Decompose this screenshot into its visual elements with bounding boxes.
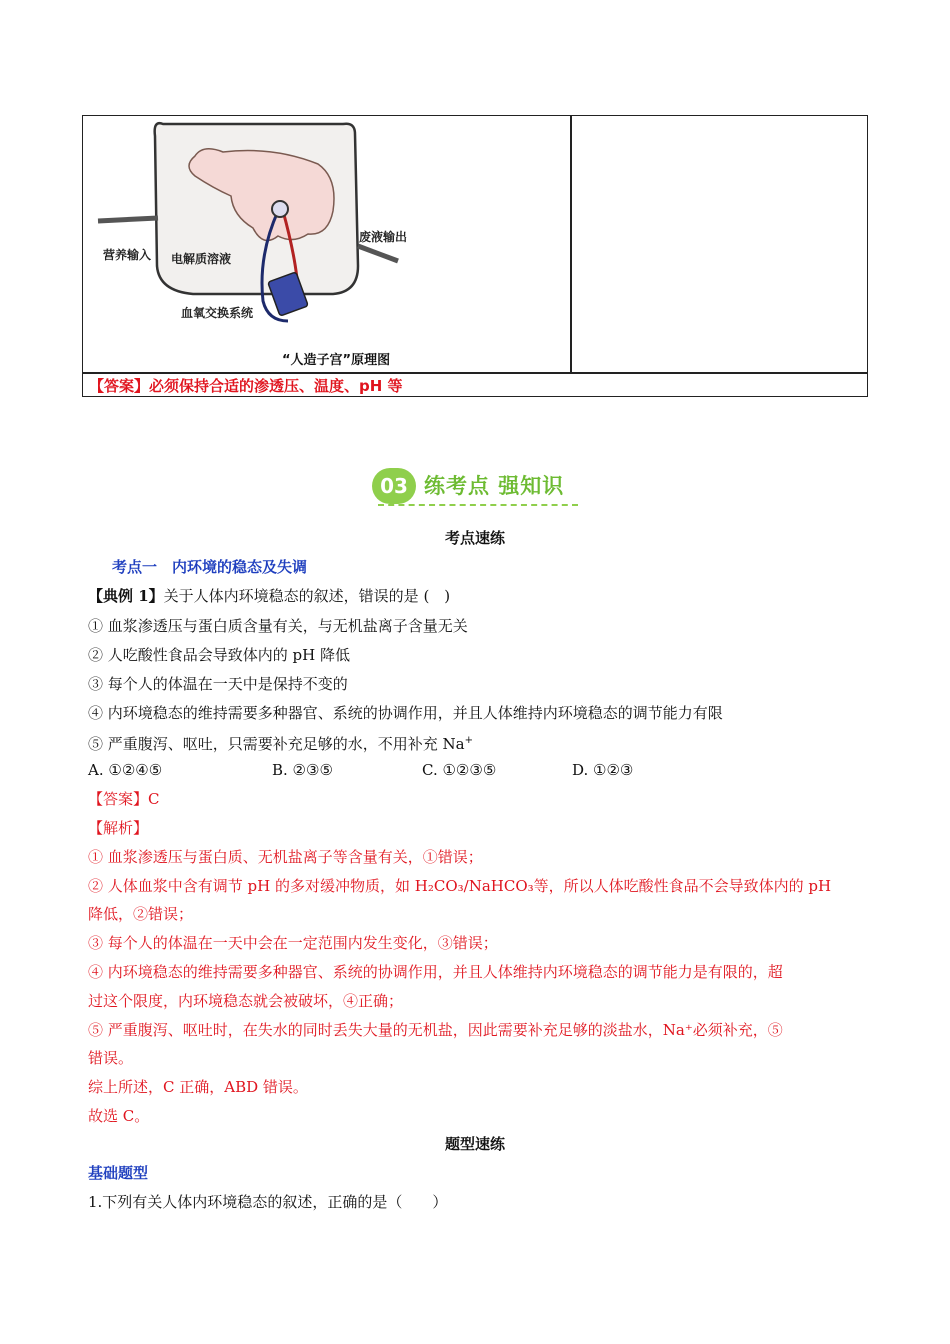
section1-heading: 考点速练	[444, 529, 505, 547]
question-text: 关于人体内环境稳态的叙述，错误的是 ( )	[163, 587, 451, 605]
analysis-tag: 【解析】	[88, 819, 149, 837]
section2-heading: 题型速练	[444, 1135, 505, 1153]
banner-title: 练考点 强知识	[424, 474, 565, 498]
item-5	[88, 731, 473, 754]
input-pipe	[98, 218, 158, 221]
analysis-line-8: 错误。	[88, 1049, 134, 1067]
example-tag: 【典例 1】	[88, 587, 164, 605]
question-1: 1.下列有关人体内环境稳态的叙述，正确的是（ ）	[88, 1193, 448, 1211]
item-4: ④ 内环境稳态的维持需要多种器官、系统的协调作用，并且人体维持内环境稳态的调节能力有限	[88, 704, 723, 722]
analysis-line-4: ③ 每个人的体温在一天中会在一定范围内发生变化，③错误；	[88, 934, 498, 952]
option-d: D. ①②③	[572, 761, 634, 779]
banner-number: 03	[372, 468, 416, 504]
analysis-line-7: ⑤ 严重腹泻、呕吐时，在失水的同时丢失大量的无机盐，因此需要补充足够的淡盐水，Na⁺必须补充，⑤	[88, 1021, 783, 1039]
option-c: C. ①②③⑤	[422, 761, 497, 779]
item-5-text: ⑤ 严重腹泻、呕吐，只需要补充足够的水，不用补充 Na	[88, 735, 465, 753]
example-question	[88, 586, 450, 606]
option-b: B. ②③⑤	[272, 761, 333, 779]
figure-caption: “人造子宫”原理图	[282, 353, 391, 368]
section-banner	[372, 466, 584, 510]
banner-underline	[378, 504, 578, 506]
analysis-line-2: ② 人体血浆中含有调节 pH 的多对缓冲物质，如 H₂CO₃/NaHCO₃等，所以人体吃酸性食品不会导致体内的 pH	[88, 877, 832, 895]
answer-line: 【答案】C	[88, 790, 160, 808]
options-row	[88, 760, 633, 780]
analysis-line-10: 故选 C。	[88, 1107, 150, 1125]
label-nutrient-input: 营养输入	[103, 248, 152, 262]
item-2: ② 人吃酸性食品会导致体内的 pH 降低	[88, 646, 350, 664]
table-divider-vertical	[570, 116, 572, 372]
item-5-sup: +	[464, 735, 473, 746]
connector	[272, 201, 288, 217]
output-pipe	[358, 246, 398, 261]
answer-table	[82, 115, 868, 397]
artificial-womb-diagram	[83, 116, 570, 372]
label-blood-oxygen: 血氧交换系统	[181, 306, 254, 320]
label-waste-output: 废液输出	[359, 230, 408, 244]
analysis-line-5: ④ 内环境稳态的维持需要多种器官、系统的协调作用，并且人体维持内环境稳态的调节能力是有限的，超	[88, 963, 783, 981]
option-a: A. ①②④⑤	[88, 761, 163, 779]
label-electrolyte: 电解质溶液	[171, 252, 232, 266]
analysis-line-9: 综上所述，C 正确，ABD 错误。	[88, 1078, 308, 1096]
artificial-womb-illustration	[83, 116, 570, 372]
analysis-line-6: 过这个限度，内环境稳态就会被破坏，④正确；	[88, 992, 404, 1010]
item-3: ③ 每个人的体温在一天中是保持不变的	[88, 675, 348, 693]
analysis-line-1: ① 血浆渗透压与蛋白质、无机盐离子等含量有关，①错误；	[88, 848, 483, 866]
table-answer: 【答案】必须保持合适的渗透压、温度、pH 等	[89, 377, 403, 395]
topic-title: 考点一 内环境的稳态及失调	[112, 558, 308, 576]
table-divider-horizontal	[83, 372, 867, 374]
analysis-line-3: 降低，②错误；	[88, 905, 194, 923]
item-1: ① 血浆渗透压与蛋白质含量有关，与无机盐离子含量无关	[88, 617, 468, 635]
section2-subheading: 基础题型	[88, 1164, 149, 1182]
